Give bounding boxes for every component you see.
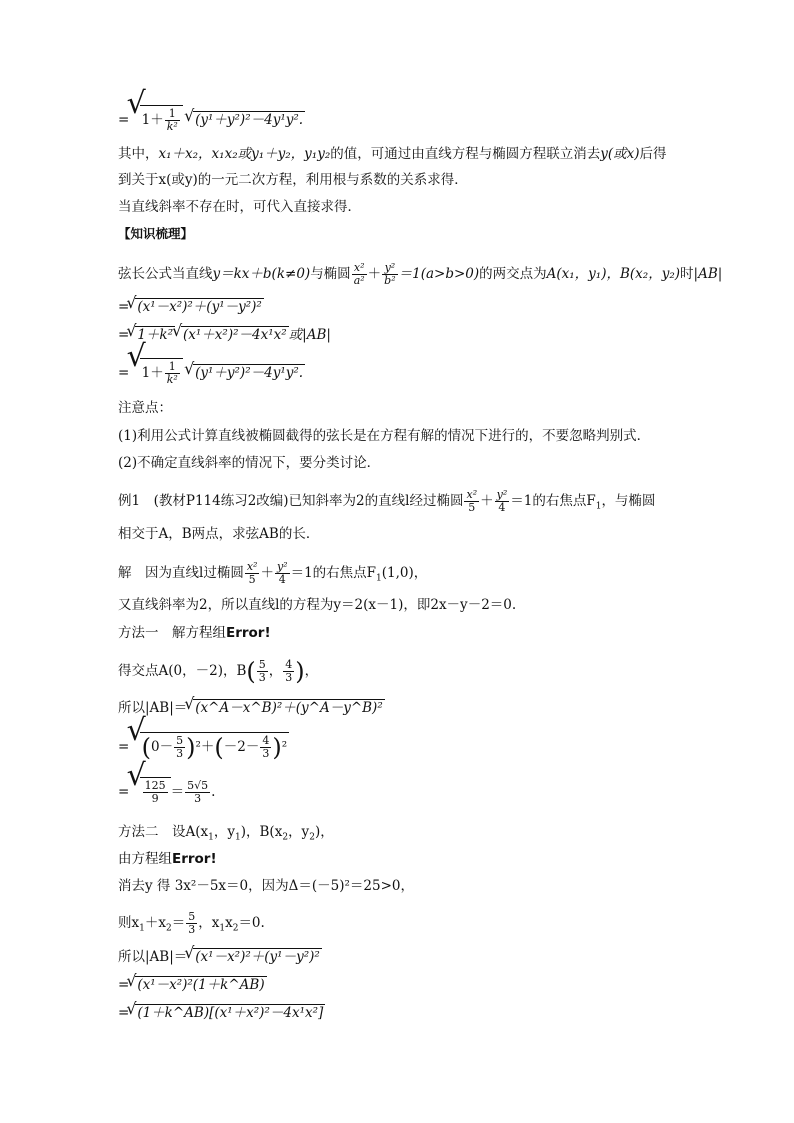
intersection-line: 得交点A(0，－2)，B( $\frac{5}{3}$ ， $\frac{4}{3}$ )， [118, 657, 319, 686]
example-1-line-1: 例1 (教材P114练习2改编)已知斜率为2的直线l经过椭圆 $\frac{\text{x²}}{5}$ ＋ $\frac{\text{y²}}{4}$ ＝1的右焦点$F_1$，与椭圆 [118, 488, 656, 514]
sqrt-1: √ 1＋ $\frac{1}{\text{k²}}$ [140, 105, 183, 133]
method-2-step-1: 所以|AB|＝√ (x¹－x²)²＋(y¹－y²)² [118, 947, 322, 967]
method-1-step-1: 所以|AB|＝√ (x^A－x^B)²＋(y^A－y^B)² [118, 698, 385, 718]
method-1-step-2: = √ (0－ $\frac{5}{3}$ )²＋(－2－ $\frac{4}{3}$ )² [118, 732, 289, 760]
method-1-heading: 方法一 解方程组Error! [118, 625, 271, 641]
error-marker-2: Error! [172, 851, 217, 867]
method-1-step-3: = √ $\frac{125}{9}$ ＝ $\frac{5√5}{3}$ . [118, 777, 215, 805]
formula-line-9: = √ 1＋ $\frac{1}{\text{k²}}$ √ (y¹＋y²)²－4y¹y². [118, 358, 305, 386]
text-line-6: 弦长公式当直线y＝kx＋b(k≠0)与椭圆 $\frac{\text{x²}}{\text{a²}}$ ＋ $\frac{\text{y²}}{\text{b²}}$ ＝1(a>b>0)的两交点为A(x₁，y₁)，B(x₂，y₂)时|AB| [118, 261, 723, 287]
formula-line-1: = √ 1＋ $\frac{1}{\text{k²}}$ √ (y¹＋y²)²－4y¹y². [118, 105, 305, 133]
formula-line-8: =√ 1＋k²√ (x¹＋x²)²－4x¹x² 或|AB| [118, 325, 331, 345]
note-heading: 注意点： [118, 400, 172, 416]
solution-line-1: 解 因为直线l过椭圆 $\frac{\text{x²}}{5}$ ＋ $\frac{\text{y²}}{4}$ ＝1的右焦点$F_1(1,0)$， [118, 560, 428, 586]
text-line-4: 当直线斜率不存在时，可代入直接求得． [118, 199, 361, 215]
formula-line-7: =√ (x¹－x²)²＋(y¹－y²)² [118, 297, 264, 317]
sqrt-inner-1: √ (y¹＋y²)²－4y¹y². [193, 111, 305, 128]
method-2-heading: 方法二 设$A(x_1$，$y_1$)，$B(x_2$，$y_2$)， [118, 824, 334, 843]
section-heading-knowledge: 【知识梳理】 [118, 226, 194, 241]
method-2-system: 由方程组Error! [118, 851, 217, 867]
note-1: (1)利用公式计算直线被椭圆截得的弦长是在方程有解的情况下进行的，不要忽略判别式． [118, 428, 651, 444]
text-line-2: 其中，x₁＋x₂，x₁x₂或y₁＋y₂，y₁y₂的值，可通过由直线方程与椭圆方程联立消去y(或x)后得 [118, 146, 667, 162]
note-2: (2)不确定直线斜率的情况下，要分类讨论． [118, 455, 381, 471]
method-2-vieta: 则$x_1+x_2=$ $\frac{5}{3}$ ，$x_1x_2=0$. [118, 910, 265, 936]
example-1-line-2: 相交于A，B两点，求弦AB的长． [118, 526, 320, 542]
solution-line-2: 又直线斜率为2，所以直线l的方程为y＝2(x－1)，即2x－y－2＝0. [118, 597, 517, 613]
method-2-step-3: =√ (1＋k^AB)[(x¹＋x²)²－4x¹x²] [118, 1003, 325, 1023]
text-line-3: 到关于x(或y)的一元二次方程，利用根与系数的关系求得． [118, 172, 468, 188]
error-marker: Error! [226, 625, 271, 641]
method-2-step-2: =√ (x¹－x²)²(1＋k^AB) [118, 975, 267, 995]
method-2-eliminate: 消去y 得 3x²－5x＝0，因为Δ＝(－5)²＝25>0， [118, 878, 414, 894]
